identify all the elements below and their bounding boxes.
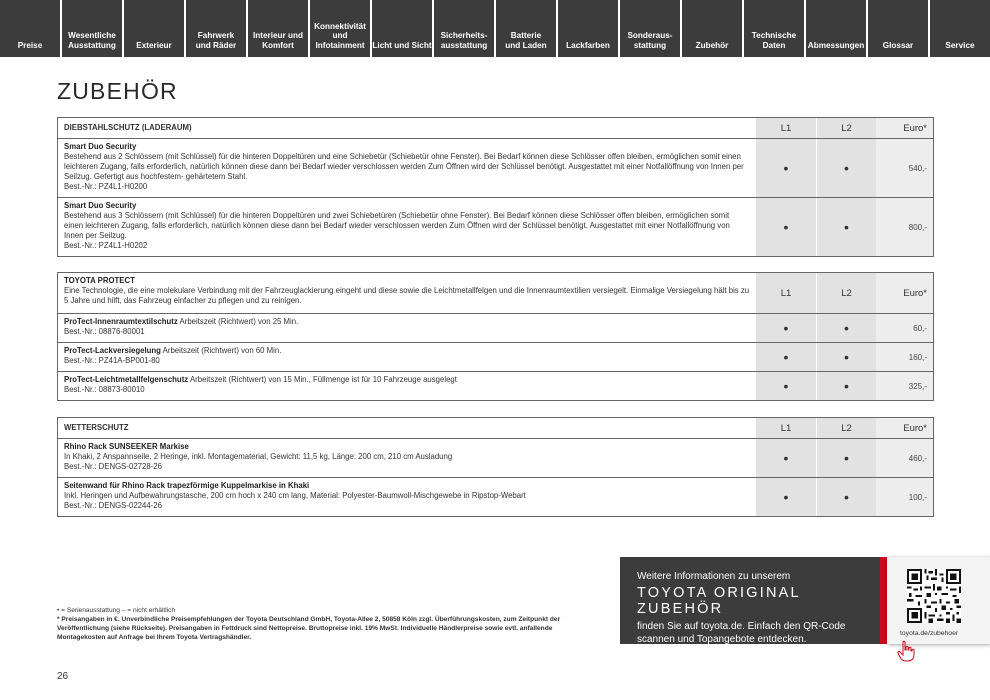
- col-header-l2: L2: [816, 418, 876, 438]
- qr-card[interactable]: [887, 557, 990, 644]
- page-number: 26: [57, 671, 69, 682]
- nav-wesentliche-ausstattung[interactable]: Wesentliche Ausstattung: [62, 0, 124, 57]
- nav-glossar[interactable]: Glossar: [868, 0, 930, 57]
- standard-dot: •: [783, 378, 789, 394]
- section-title: DIEBSTAHLSCHUTZ (LADERAUM): [64, 123, 192, 133]
- item-part-number: Best.-Nr.: PZ4L1-H0200: [64, 181, 148, 191]
- qr-url-link[interactable]: toyota.de/zubehoer: [900, 630, 959, 637]
- standard-dot: •: [844, 219, 849, 235]
- item-description: [58, 343, 756, 371]
- table-wetterschutz: [57, 417, 934, 517]
- section-title: TOYOTA PROTECT: [64, 276, 135, 285]
- standard-dot: •: [844, 378, 849, 394]
- item-name: ProTect-Innenraumtextilschutz: [64, 317, 178, 326]
- table-header-row: [58, 273, 933, 313]
- info-line-1: Weitere Informationen zu unserem: [637, 571, 791, 582]
- item-description: [58, 139, 756, 197]
- info-headline: TOYOTA ORIGINAL ZUBEHÖR: [637, 585, 801, 617]
- item-name: Smart Duo Security: [64, 201, 137, 210]
- standard-dot: •: [844, 349, 849, 365]
- section-text: Eine Technologie, die eine molekulare Verbindung mit der Fahrzeuglackierung eingeht und diese sowie die Leichtmetallfelgen und die Innenraumtextilien versiegelt. Einmalige Versiegelung hält bis zu 5 Jahre und hilft, das Fahrzeug einfacher zu pflegen und zu reinigen.: [64, 285, 750, 305]
- item-price: 100,-: [876, 478, 933, 516]
- nav-konnektivitaet[interactable]: Konnektivität und Infotainment: [310, 0, 372, 57]
- nav-licht-und-sicht[interactable]: Licht und Sicht: [372, 0, 434, 57]
- nav-lackfarben[interactable]: Lackfarben: [558, 0, 620, 57]
- item-name: Rhino Rack SUNSEEKER Markise: [64, 442, 189, 451]
- standard-dot: •: [844, 320, 849, 336]
- item-part-number: Best.-Nr.: DENGS-02244-26: [64, 500, 162, 510]
- item-price: 60,-: [876, 314, 933, 342]
- nav-batterie[interactable]: Batterie und Laden: [496, 0, 558, 57]
- table-toyota-protect: [57, 272, 934, 401]
- nav-fahrwerk[interactable]: Fahrwerk und Räder: [186, 0, 248, 57]
- item-price: 540,-: [876, 139, 933, 197]
- section-title: WETTERSCHUTZ: [64, 423, 129, 433]
- table-header-row: [58, 418, 933, 438]
- page-title: ZUBEHÖR: [57, 78, 178, 104]
- col-header-l1: L1: [756, 418, 816, 438]
- item-text: Bestehend aus 2 Schlössern (mit Schlüssel) für die hinteren Doppeltüren und eine Schiebetür (Schiebetür ohne Fenster). Bei Bedarf können diese Schlösser offen bleiben, ermöglichen somit einen leichteren Zugang, falls erforderlich, natürlich können diese dann bei Bedarf wieder verschlossen werden Zum Öffnen wird der Schlüssel benötigt. Ausgestattet mit einer Notfallöffnung von Innen per Seilzug. Gefertigt aus hochfestem- gehärtetem Stahl.: [64, 151, 744, 181]
- table-row: [58, 371, 933, 400]
- nav-preise[interactable]: Preise: [0, 0, 62, 57]
- footnote-price-note: * Preisangaben in €. Unverbindliche Preisempfehlungen der Toyota Deutschland GmbH, Toyota-Allee 2, 50858 Köln zzgl. Überführungskosten, zum Zeitpunkt der Veröffentlichung (siehe Rückseite). Preisangaben in Fettdruck sind Nettopreise. Bruttopreise inkl. 19% MwSt. Individuelle Händlerpreise sowie evtl. anfallende Montagekosten auf Anfrage bei Ihrem Toyota Vertragshändler.: [57, 615, 561, 641]
- item-price: 460,-: [876, 439, 933, 477]
- table-diebstahlschutz: [57, 117, 934, 257]
- standard-dot: •: [783, 489, 789, 505]
- nav-exterieur[interactable]: Exterieur: [124, 0, 186, 57]
- standard-dot: •: [844, 489, 849, 505]
- standard-dot: •: [844, 450, 849, 466]
- table-row: [58, 138, 933, 197]
- info-box: [620, 557, 885, 644]
- item-description: [58, 439, 756, 477]
- table-row: [58, 438, 933, 477]
- info-accent-bar: [880, 557, 887, 644]
- table-row: [58, 477, 933, 516]
- standard-dot: •: [783, 450, 789, 466]
- nav-zubehoer[interactable]: Zubehör: [682, 0, 744, 57]
- col-header-l2: L2: [816, 118, 876, 138]
- item-text: Bestehend aus 3 Schlössern (mit Schlüssel) für die hinteren Doppeltüren und zwei Schiebetüren (Schiebetür ohne Fenster). Bei Bedarf können diese Schlösser offen bleiben, ermöglichen somit einen leichteren Zugang, falls erforderlich, natürlich können diese dann bei Bedarf wieder verschlossen werden Zum Öffnen wird der Schlüssel benötigt. Ausgestattet mit einer Notfallöffnung von Innen per Seilzug.: [64, 210, 730, 240]
- item-price: 160,-: [876, 343, 933, 371]
- item-name: ProTect-Lackversiegelung: [64, 346, 161, 355]
- standard-dot: •: [783, 219, 789, 235]
- nav-interieur[interactable]: Interieur und Komfort: [248, 0, 310, 57]
- section-header-description: [58, 273, 756, 313]
- item-text: Inkl. Heringen und Aufbewahrungstasche, 200 cm hoch x 240 cm lang, Material: Polyester-Baumwoll-Mischgewebe in Ripstop-Webart: [64, 490, 526, 500]
- item-price: 325,-: [876, 372, 933, 400]
- info-line-3: finden Sie auf toyota.de. Einfach den QR-Code scannen und Topangebote entdecken.: [637, 621, 846, 645]
- col-header-euro: Euro*: [876, 273, 933, 313]
- item-text: Arbeitszeit (Richtwert) von 15 Min., Füllmenge ist für 10 Fahrzeuge ausgelegt: [189, 375, 457, 384]
- nav-abmessungen[interactable]: Abmessungen: [806, 0, 868, 57]
- item-text: Arbeitszeit (Richtwert) von 60 Min.: [162, 346, 282, 355]
- item-part-number: Best.-Nr.: 08876-80001: [64, 326, 145, 336]
- col-header-euro: Euro*: [876, 418, 933, 438]
- item-name: ProTect-Leichtmetallfelgenschutz: [64, 375, 189, 384]
- item-part-number: Best.-Nr.: PZ4L1-H0202: [64, 240, 148, 250]
- top-navigation: [0, 0, 990, 57]
- pointing-hand-icon: [897, 640, 915, 662]
- col-header-l1: L1: [756, 273, 816, 313]
- nav-sicherheit[interactable]: Sicherheits- ausstattung: [434, 0, 496, 57]
- item-part-number: Best.-Nr.: 08873-80010: [64, 384, 145, 394]
- item-description: [58, 314, 756, 342]
- footnotes: [57, 607, 577, 643]
- col-header-l1: L1: [756, 118, 816, 138]
- nav-service[interactable]: Service: [945, 40, 975, 50]
- item-price: 800,-: [876, 198, 933, 256]
- item-text: Arbeitszeit (Richtwert) von 25 Min.: [179, 317, 299, 326]
- item-description: [58, 372, 756, 400]
- qr-code-icon[interactable]: [907, 569, 961, 623]
- standard-dot: •: [783, 320, 789, 336]
- table-row: [58, 197, 933, 256]
- item-description: [58, 478, 756, 516]
- col-header-euro: Euro*: [876, 118, 933, 138]
- footnote-legend: • = Serienausstattung – = nicht erhältlich: [57, 607, 176, 614]
- item-part-number: Best.-Nr.: PZ41A-BP001-80: [64, 355, 160, 365]
- item-description: [58, 198, 756, 256]
- item-name: Smart Duo Security: [64, 142, 137, 151]
- nav-sonderausstattung[interactable]: Sonderaus- stattung: [620, 0, 682, 57]
- table-header-row: [58, 118, 933, 138]
- col-header-l2: L2: [816, 273, 876, 313]
- item-name: Seitenwand für Rhino Rack trapezförmige Kuppelmarkise in Khaki: [64, 481, 310, 490]
- table-row: [58, 342, 933, 371]
- item-text: In Khaki, 2 Anspannseile, 2 Heringe, inkl. Montagematerial, Gewicht: 11,5 kg, Länge: 200 cm, 210 cm Ausladung: [64, 451, 453, 461]
- standard-dot: •: [844, 160, 849, 176]
- nav-technische-daten[interactable]: Technische Daten: [744, 0, 806, 57]
- item-part-number: Best.-Nr.: DENGS-02728-26: [64, 461, 162, 471]
- table-row: [58, 313, 933, 342]
- standard-dot: •: [783, 349, 789, 365]
- standard-dot: •: [783, 160, 789, 176]
